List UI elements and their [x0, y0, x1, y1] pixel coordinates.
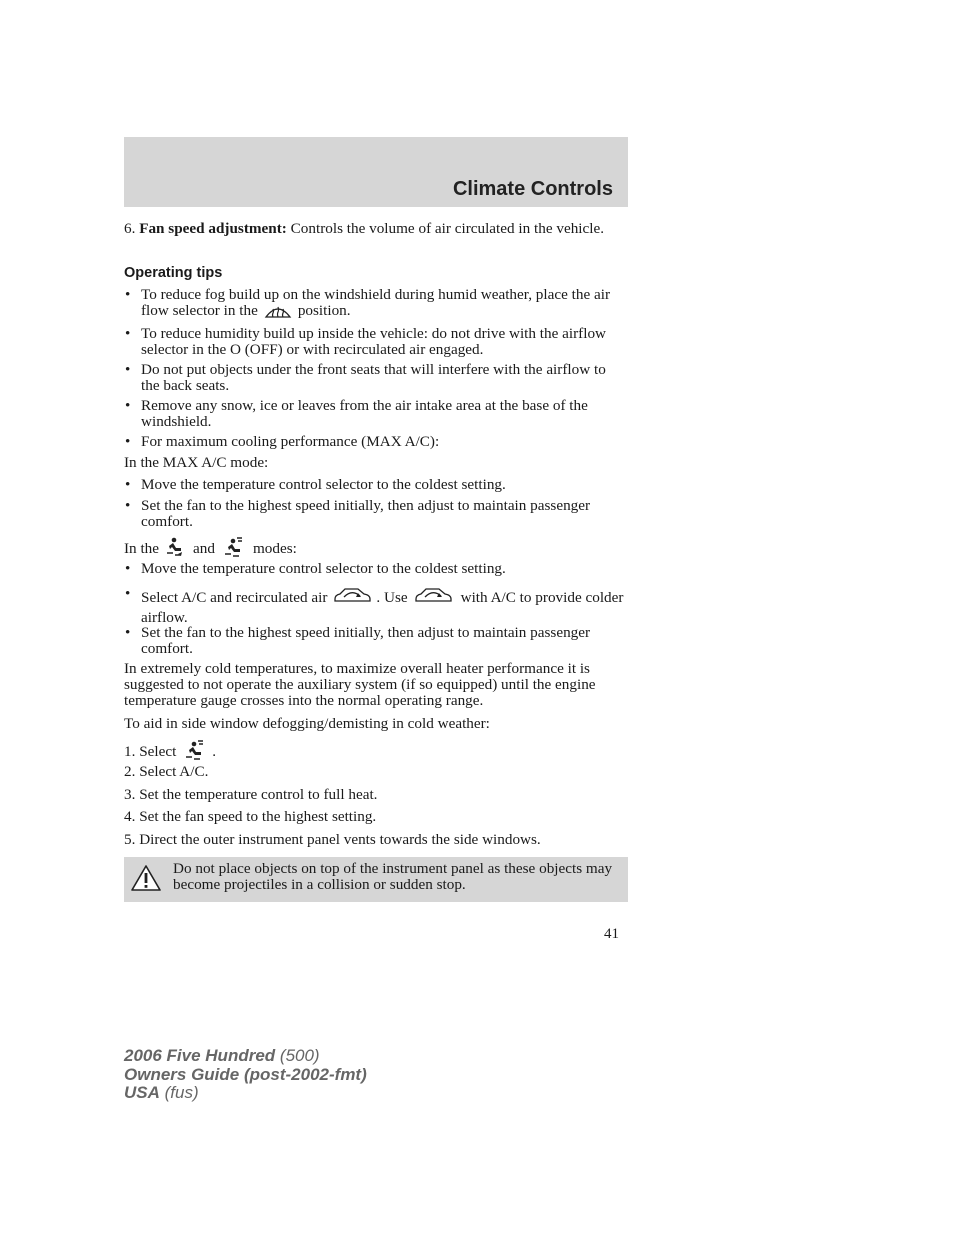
document-footer: 2006 Five Hundred (500) Owners Guide (post-2002-fmt) USA (fus) [124, 1046, 367, 1102]
list-item: • To reduce fog build up on the windshield during humid weather, place the air flow selector in the position. [124, 287, 628, 323]
list-item: • Move the temperature control selector to the coldest setting. [124, 561, 628, 577]
floor-defrost-mode-icon [223, 537, 243, 561]
defog-step: 5. Direct the outer instrument panel vents towards the side windows. [124, 831, 541, 848]
list-item: • Remove any snow, ice or leaves from the air intake area at the base of the windshield. [124, 398, 628, 430]
defog-step: 1. Select . [124, 740, 628, 764]
defrost-icon [264, 303, 292, 323]
floor-defrost-mode-icon [184, 740, 204, 764]
recirculation-icon [332, 586, 372, 610]
warning-icon [130, 864, 162, 896]
list-item: • Set the fan to the highest speed initially, then adjust to maintain passenger comfort. [124, 625, 628, 657]
max-ac-intro: In the MAX A/C mode: [124, 454, 269, 471]
section-title: Climate Controls [452, 178, 613, 200]
fan-speed-item: 6. Fan speed adjustment: Controls the volume of air circulated in the vehicle. [124, 220, 605, 237]
defog-step: 4. Set the fan speed to the highest setting. [124, 808, 377, 825]
operating-tips-heading: Operating tips [124, 265, 223, 281]
list-item: • To reduce humidity build up inside the vehicle: do not drive with the airflow selector in the O (OFF) or with recirculated air engaged. [124, 326, 628, 358]
list-item: • Select A/C and recirculated air . Use with A/C to provide colder airflow. [124, 586, 628, 626]
modes-intro: In the and modes: [124, 537, 628, 561]
page-number: 41 [604, 926, 619, 942]
section-header [124, 137, 628, 207]
defog-step: 2. Select A/C. [124, 763, 209, 780]
list-item: • Do not put objects under the front seats that will interfere with the airflow to the back seats. [124, 362, 628, 394]
floor-mode-icon [165, 537, 185, 561]
list-item: • Set the fan to the highest speed initially, then adjust to maintain passenger comfort. [124, 498, 628, 530]
defog-intro: To aid in side window defogging/demisting in cold weather: [124, 715, 490, 732]
warning-box [124, 857, 628, 902]
list-item: • Move the temperature control selector to the coldest setting. [124, 477, 628, 493]
cold-weather-paragraph: In extremely cold temperatures, to maximize overall heater performance it is suggested to not operate the auxiliary system (if so equipped) until the engine temperature gauge crosses into the normal operating range. [124, 660, 596, 709]
recirculation-icon [413, 586, 453, 610]
list-item: • For maximum cooling performance (MAX A/C): [124, 434, 628, 450]
warning-text: Do not place objects on top of the instrument panel as these objects may become projectiles in a collision or sudden stop. [173, 860, 613, 893]
defog-step: 3. Set the temperature control to full heat. [124, 786, 378, 803]
